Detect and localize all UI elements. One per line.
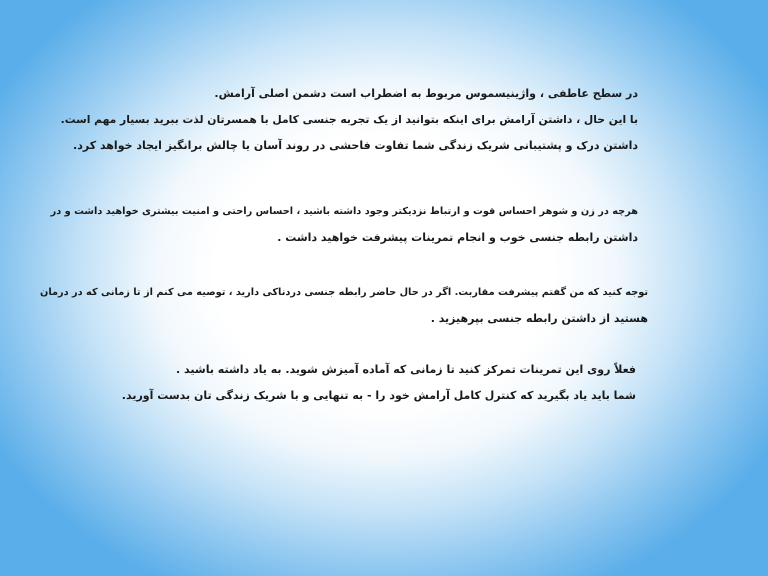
paragraph-connection [38,199,638,251]
text-line: فعلاً روی این تمرینات تمرکز کنید تا زمانی که آماده آمیزش شوید. به یاد داشته باشید . [176,363,636,376]
paragraph-focus-exercises [76,357,636,409]
text-line: داشتن رابطه جنسی خوب و انجام تمرینات پیشرفت خواهید داشت . [277,231,638,244]
text-line: با این حال ، داشتن آرامش برای اینکه بتوانید از یک تجربه جنسی کامل با همسرتان لذت ببرید بسیار مهم است. [60,113,638,126]
text-line: در سطح عاطفی ، واژینیسموس مربوط به اضطراب است دشمن اصلی آرامش. [214,87,638,100]
text-line: توجه کنید که من گفتم پیشرفت مقاربت. اگر در حال حاضر رابطه جنسی دردناکی دارید ، توصیه می کنم از تا زمانی که در درمان [40,287,648,298]
text-line: هرچه در زن و شوهر احساس قوت و ارتباط نزدیکتر وجود داشته باشید ، احساس راحتی و امنیت بیشتری خواهید داشت و در [50,206,638,217]
paragraph-anxiety [58,81,638,159]
text-line: داشتن درک و پشتیبانی شریک زندگی شما تفاوت فاحشی در روند آسان یا چالش برانگیز ایجاد خواهد کرد. [73,139,638,152]
text-line: شما باید یاد بگیرید که کنترل کامل آرامش خود را - به تنهایی و با شریک زندگی تان بدست آورید. [121,389,636,402]
paragraph-progress-note [28,280,648,332]
text-line: هستید از داشتن رابطه جنسی بپرهیزید . [430,312,648,325]
